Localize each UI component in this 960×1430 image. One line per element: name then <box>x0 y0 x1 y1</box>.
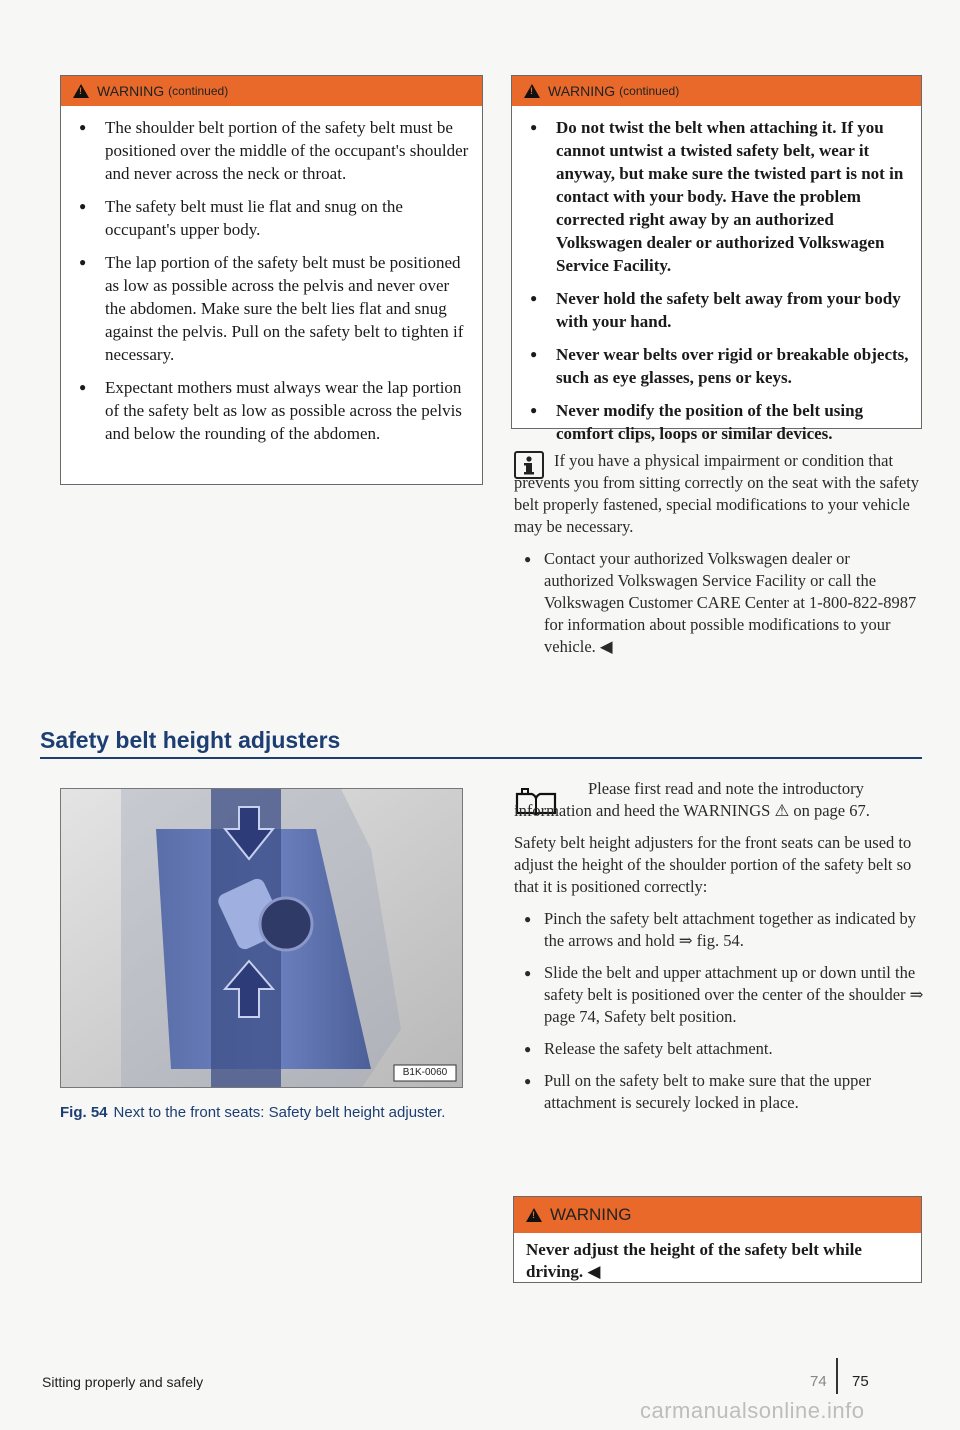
left-warning-title: WARNING <box>97 83 165 99</box>
section-divider <box>40 757 922 759</box>
section-title: Safety belt height adjusters <box>40 727 341 753</box>
procedure-step: ● Slide the belt and upper attachment up or down until the safety belt is positioned over the center of the shoulder ⇒ page 74, Safety belt position. <box>514 962 924 1028</box>
right-warning-header <box>512 76 921 106</box>
info-note-contact: ● Contact your authorized Volkswagen dealer or authorized Volkswagen Service Facility or call the Volkswagen Customer CARE Center at 1-800-822-8987 for information about possible modifications to your vehicle. ◀ <box>514 548 922 658</box>
left-warning-item: ● The lap portion of the safety belt must be positioned as low as possible across the pelvis and never over the abdomen. Make sure the belt lies flat and snug against the pelvis. Pull on the safety belt to tighten if necessary. <box>75 251 470 366</box>
footer-section-name: Sitting properly and safely <box>42 1374 204 1390</box>
right-warning-title: WARNING <box>548 83 616 99</box>
info-note <box>514 450 922 668</box>
bottom-warning-header <box>514 1197 921 1233</box>
right-warning-box <box>511 75 922 443</box>
procedure <box>514 778 924 1124</box>
left-warning-box <box>60 75 483 485</box>
belt-adjuster-figure <box>60 788 463 1088</box>
page-divider <box>836 1358 838 1394</box>
right-warning-item: ● Never modify the position of the belt using comfort clips, loops or similar devices. <box>526 399 909 445</box>
left-warning-list <box>61 106 482 457</box>
figure-caption-text: Next to the front seats: Safety belt height adjuster. <box>113 1104 446 1121</box>
procedure-step: ● Pull on the safety belt to make sure that the upper attachment is securely locked in place. <box>514 1070 924 1114</box>
belt-adjuster-illustration <box>61 789 463 1088</box>
warning-triangle-icon <box>526 1208 542 1222</box>
left-warning-item: ● The safety belt must lie flat and snug on the occupant's upper body. <box>75 195 470 241</box>
left-warning-header <box>61 76 482 106</box>
bottom-warning-box <box>513 1196 922 1283</box>
warning-triangle-icon <box>524 84 540 98</box>
left-warning-item: ● Expectant mothers must always wear the lap portion of the safety belt as low as possible across the pelvis and below the rounding of the abdomen. <box>75 376 470 445</box>
right-warning-item: ● Never wear belts over rigid or breakable objects, such as eye glasses, pens or keys. <box>526 343 909 389</box>
procedure-intro: Please first read and note the introductory information and heed the WARNINGS ⚠ on page 67. <box>514 779 870 820</box>
right-warning-item: ● Never hold the safety belt away from your body with your hand. <box>526 287 909 333</box>
right-warning-list <box>512 106 921 457</box>
bottom-warning-text: Never adjust the height of the safety belt while driving. ◀ <box>526 1240 862 1281</box>
procedure-paragraph: Safety belt height adjusters for the front seats can be used to adjust the height of the shoulder portion of the safety belt so that it is positioned correctly: <box>514 833 912 896</box>
figure-code: B1K-0060 <box>402 1067 448 1078</box>
procedure-step: ● Release the safety belt attachment. <box>514 1038 924 1060</box>
right-warning-item: ● Do not twist the belt when attaching it. If you cannot untwist a twisted safety belt, wear it anyway, but make sure the twisted part is not in contact with your body. Have the problem corrected right away by an authorized Volkswagen dealer or authorized Volkswagen Service Facility. <box>526 116 909 277</box>
bottom-warning-title: WARNING <box>550 1205 632 1224</box>
page-number-right: 75 <box>852 1373 869 1390</box>
warning-triangle-icon <box>73 84 89 98</box>
left-warning-item: ● The shoulder belt portion of the safety belt must be positioned over the middle of the occupant's shoulder and never across the neck or throat. <box>75 116 470 185</box>
watermark: carmanualsonline.info <box>640 1398 865 1423</box>
procedure-step: ● Pinch the safety belt attachment together as indicated by the arrows and hold ⇒ fig. 54. <box>514 908 924 952</box>
page-number-left: 74 <box>810 1373 827 1390</box>
figure-caption <box>60 1102 470 1123</box>
info-note-text: If you have a physical impairment or condition that prevents you from sitting correctly on the seat with the safety belt properly fastened, special modifications to your vehicle may be necessary. <box>514 451 920 536</box>
left-warning-continued: (continued) <box>168 84 229 98</box>
right-warning-continued: (continued) <box>619 84 680 98</box>
figure-number: Fig. 54 <box>60 1104 108 1121</box>
